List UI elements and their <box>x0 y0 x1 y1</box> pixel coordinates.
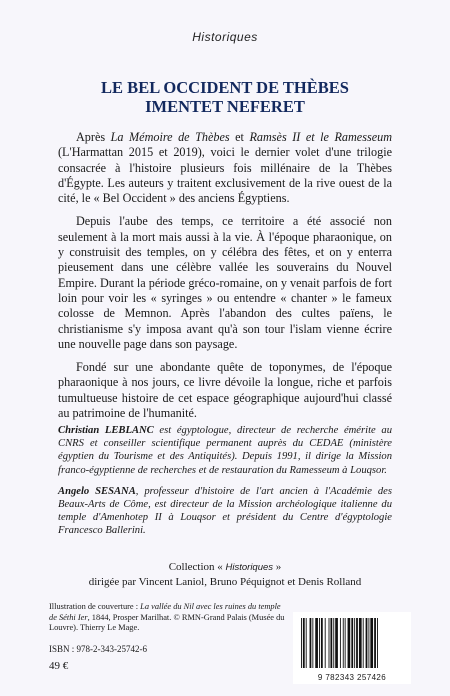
title-line-1: LE BEL OCCIDENT DE THÈBES <box>101 78 349 97</box>
barcode-bar <box>325 618 326 668</box>
summary-paragraph-1 <box>58 130 392 206</box>
barcode-bar <box>330 618 332 668</box>
collection-info <box>0 560 450 589</box>
summary-paragraph-3: Fondé sur une abondante quête de toponymes, de l'époque pharaonique à nos jours, ce livre dévoile la longue, riche et parfois tumultueuse histoire de cet espace géographique aujourd'hui classé au patrimoine de l'humanité. <box>58 360 392 421</box>
barcode-bar <box>370 618 373 668</box>
collection-prefix: Collection « <box>168 561 226 573</box>
author-bio-text: , professeur d'histoire de l'art ancien à l'Académie des Beaux-Arts de Côme, est directeur de la Mission archéologique italienne du temple d'Amenhotep II à Louqsor et président du Centre d'égyptologie Francesco Ballerini. <box>58 485 392 537</box>
price: 49 € <box>49 660 69 672</box>
collection-name: Historiques <box>225 562 274 573</box>
summary-text: Après <box>76 130 111 144</box>
barcode-bar <box>368 618 369 668</box>
barcode-bar <box>340 618 341 668</box>
barcode-bar <box>343 618 344 668</box>
barcode-bar <box>374 618 376 668</box>
summary-text: (L'Harmattan 2015 et 2019), voici le dernier volet d'une trilogie consacrée à l'histoire plusieurs fois millénaire de la Thèbes d'Égypte. Les auteurs y traitent exclusivement de la rive ouest de la cité, le « Bel Occident » des anciens Égyptiens. <box>58 145 392 206</box>
barcode-bar <box>319 618 320 668</box>
barcode-bar <box>377 618 378 668</box>
barcode-bar <box>303 618 305 668</box>
barcode-bar <box>359 618 362 668</box>
barcode-bar <box>335 618 338 668</box>
book-reference: La Mémoire de Thèbes <box>110 130 230 144</box>
cover-credits <box>49 602 289 634</box>
barcode <box>293 612 411 684</box>
credits-details: , 1844, Prosper Marilhat. © RMN-Grand Palais (Musée du Louvre). Thierry Le Mage. <box>49 612 285 633</box>
barcode-bar <box>333 618 334 668</box>
credits-work: La vallée du Nil avec les ruines du temple de Séthi Ier <box>49 602 281 622</box>
barcode-bar <box>356 618 358 668</box>
barcode-bar <box>310 618 312 668</box>
barcode-bars <box>299 618 405 670</box>
title-line-2: IMENTET NEFERET <box>145 97 305 116</box>
author-bio-text: est égyptologue, directeur de recherche émérite au CNRS et conseiller scientifique permanent auprès du CEDAE (ministère égyptien du Tourisme et des Antiquités). Depuis 1991, il dirige la Mission franco-égyptienne de recherches et de restauration du Ramesseum à Louqsor. <box>58 425 392 476</box>
book-title <box>0 78 450 116</box>
barcode-bar <box>301 618 302 668</box>
barcode-bar <box>306 618 307 668</box>
barcode-bar <box>329 618 330 668</box>
credits-label: Illustration de couverture : <box>49 602 141 611</box>
collection-suffix: » <box>273 561 282 573</box>
author-bio-2 <box>58 485 392 538</box>
barcode-bar <box>366 618 368 668</box>
author-bio-1 <box>58 424 392 477</box>
book-summary <box>58 130 392 429</box>
barcode-bar <box>351 618 353 668</box>
collection-directors: dirigée par Vincent Laniol, Bruno Péquignot et Denis Rolland <box>88 576 362 588</box>
summary-paragraph-2: Depuis l'aube des temps, ce territoire a été associé non seulement à la mort mais aussi à la vie. À l'époque pharaonique, on y construisit des temples, on y célébra des fêtes, et on y enterra pieusement dans une célèbre vallée les souverains du Nouvel Empire. Durant la période gréco-romaine, on y venait parfois de fort loin pour voir les « syringes » ou entendre « chanter » le fameux colosse de Memnon. Après l'abandon des cultes païens, le christianisme s'y imposa avant qu'à son tour l'islam vienne écrire une nouvelle page dans son paysage. <box>58 214 392 351</box>
barcode-bar <box>345 618 346 668</box>
series-label: Historiques <box>192 30 258 44</box>
book-reference: Ramsès II et le Ramesseum <box>249 130 392 144</box>
barcode-bar <box>315 618 318 668</box>
collection-title <box>0 560 450 575</box>
barcode-digits: 9 782343 257426 <box>317 673 387 682</box>
barcode-bar <box>312 618 313 668</box>
isbn: ISBN : 978-2-343-25742-6 <box>49 644 147 654</box>
summary-text: et <box>229 130 250 144</box>
barcode-bar <box>354 618 355 668</box>
author-name: Christian LEBLANC <box>58 425 154 436</box>
barcode-bar <box>348 618 351 668</box>
author-name: Angelo SESANA <box>58 485 136 497</box>
barcode-bar <box>321 618 323 668</box>
author-bios <box>58 424 392 546</box>
barcode-bar <box>363 618 364 668</box>
